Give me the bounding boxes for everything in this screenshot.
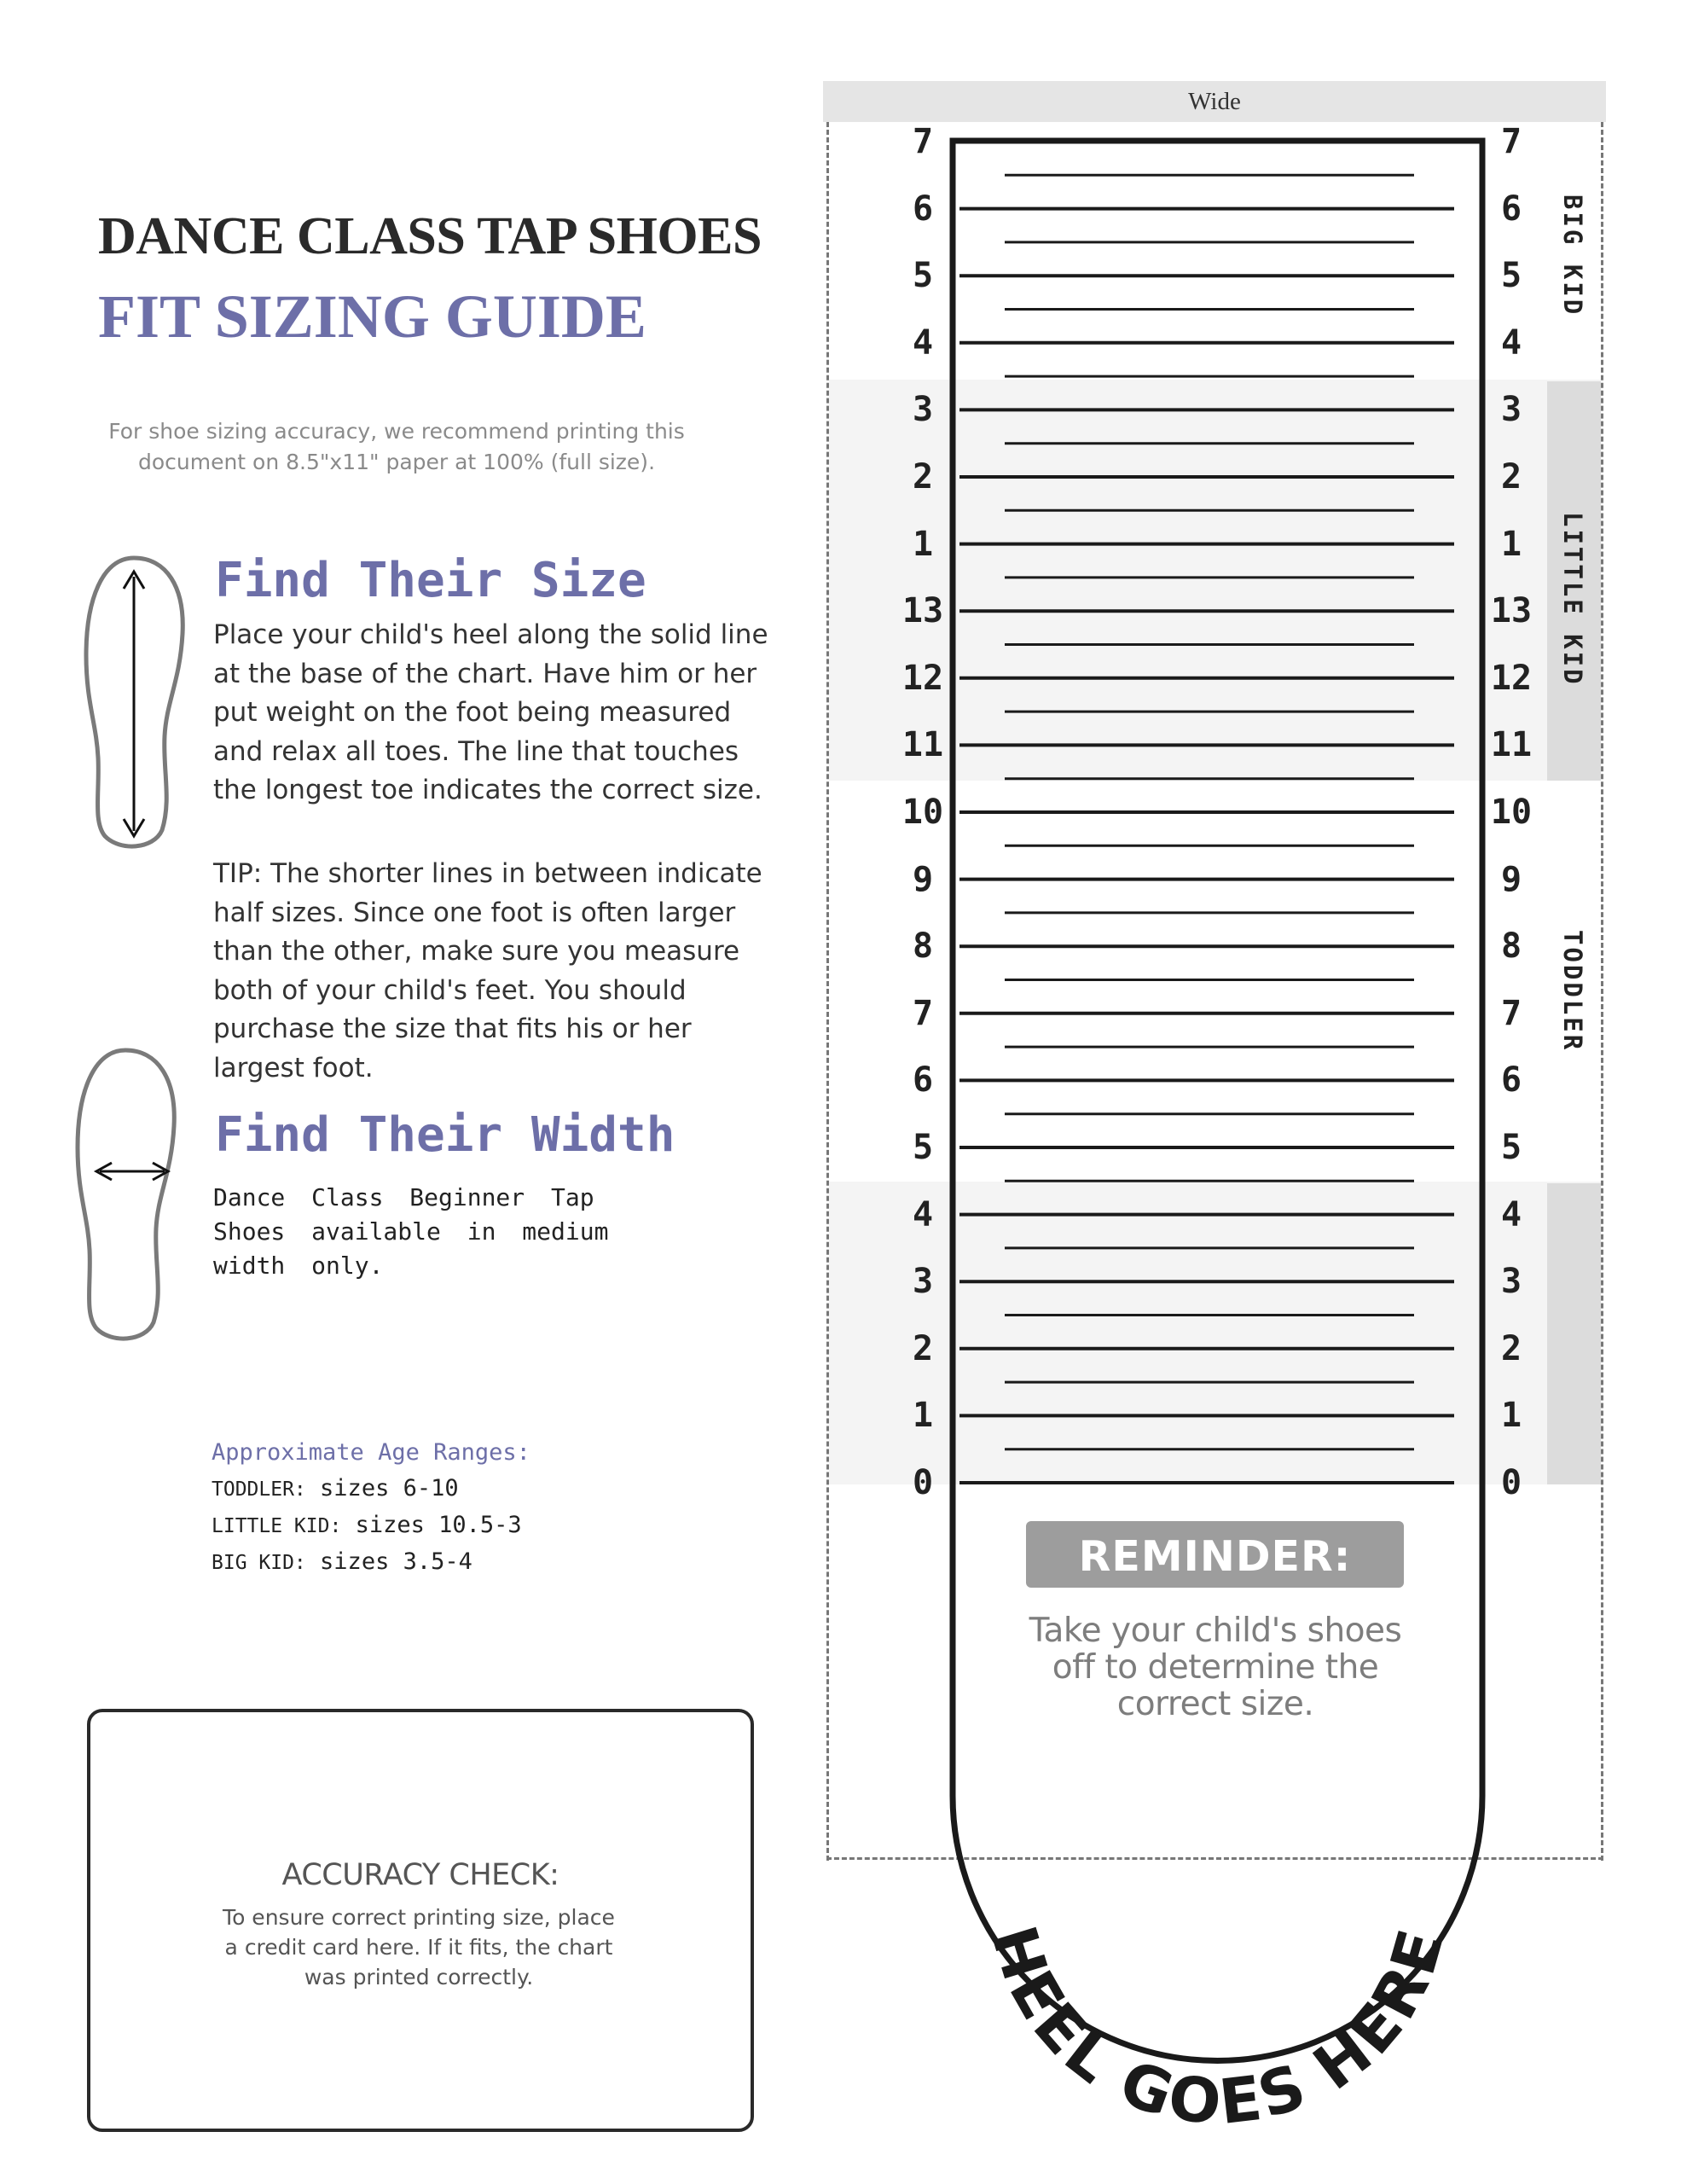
- reminder-label: REMINDER:: [1078, 1532, 1352, 1581]
- accuracy-check-title: ACCURACY CHECK:: [281, 1858, 559, 1892]
- size-number-right: 11: [1490, 725, 1533, 765]
- find-width-text: Dance Class Beginner Tap Shoes available in medium width only.: [213, 1183, 609, 1280]
- size-lines: [959, 175, 1454, 1483]
- size-number-left: 1: [912, 1396, 934, 1436]
- find-size-text: Place your child's heel along the solid line at the base of the chart. Have him or her put weight on the foot being measured and relax all toes. The line that touches the longest toe indicates the correct size.: [213, 619, 768, 805]
- size-number-left: 4: [912, 1194, 934, 1234]
- size-number-left: 5: [912, 256, 934, 296]
- reminder-text: Take your child's shoes off to determine the correct size.: [1029, 1612, 1402, 1723]
- size-number-left: 6: [912, 189, 934, 229]
- size-number-left: 3: [912, 390, 934, 430]
- size-number-right: 8: [1500, 926, 1522, 967]
- title-line-2: FIT SIZING GUIDE: [98, 282, 646, 351]
- size-number-left: 7: [912, 122, 934, 161]
- size-number-left: 8: [912, 926, 934, 967]
- size-number-left: 12: [901, 658, 944, 698]
- size-number-right: 9: [1500, 859, 1522, 899]
- size-number-right: 2: [1500, 1328, 1522, 1368]
- age-range-big-kid: BIG KID: sizes 3.5-4: [212, 1548, 472, 1575]
- size-number-right: 3: [1500, 1262, 1522, 1302]
- size-number-right: 7: [1500, 993, 1522, 1033]
- size-number-left: 5: [912, 1128, 934, 1167]
- size-number-right: 6: [1500, 1060, 1522, 1101]
- size-number-left: 7: [912, 993, 934, 1033]
- size-number-right: 7: [1500, 122, 1522, 161]
- size-number-left: 2: [912, 1328, 934, 1368]
- size-number-left: 10: [901, 793, 944, 832]
- accuracy-check-text: To ensure correct printing size, place a credit card here. If it fits, the chart was printed correctly.: [223, 1905, 615, 1989]
- size-number-right: 12: [1490, 658, 1533, 698]
- print-note: For shoe sizing accuracy, we recommend printing this document on 8.5"x11" paper at 100% (full size).: [108, 419, 685, 474]
- category-toddler: TODDLER: [1558, 930, 1587, 1053]
- size-number-right: 0: [1500, 1463, 1522, 1502]
- size-number-right: 1: [1500, 1396, 1522, 1436]
- size-number-left: 6: [912, 1060, 934, 1101]
- category-big-kid: BIG KID: [1558, 195, 1587, 317]
- find-size-heading: Find Their Size: [215, 553, 646, 608]
- size-number-right: 1: [1500, 524, 1522, 564]
- size-number-right: 6: [1500, 189, 1522, 229]
- size-number-right: 5: [1500, 256, 1522, 296]
- size-number-left: 9: [912, 859, 934, 899]
- size-number-left: 1: [912, 524, 934, 564]
- width-label: Wide: [1188, 88, 1241, 115]
- find-size-tip: TIP: The shorter lines in between indicate half sizes. Since one foot is often larger than the other, make sure you measure both of your child's feet. You should purchase the size that fits his or her largest foot.: [213, 858, 762, 1083]
- age-ranges-title: Approximate Age Ranges:: [212, 1439, 530, 1466]
- size-number-right: 4: [1500, 1194, 1522, 1234]
- category-little-kid: LITTLE KID: [1558, 512, 1587, 687]
- size-number-right: 5: [1500, 1128, 1522, 1167]
- size-number-left: 3: [912, 1262, 934, 1302]
- find-width-heading: Find Their Width: [215, 1107, 675, 1163]
- size-number-right: 10: [1490, 793, 1533, 832]
- shoe-outline: [953, 141, 1482, 2061]
- size-number-left: 0: [912, 1463, 934, 1502]
- age-range-toddler: TODDLER: sizes 6-10: [212, 1475, 459, 1502]
- size-number-left: 13: [901, 591, 944, 631]
- heel-goes-here-text: HEEL GOES HERE: [977, 1918, 1458, 2139]
- size-number-left: 4: [912, 322, 934, 363]
- size-number-left: 11: [901, 725, 944, 765]
- title-line-1: DANCE CLASS TAP SHOES: [98, 207, 762, 265]
- size-number-left: 2: [912, 457, 934, 497]
- size-number-right: 4: [1500, 322, 1522, 363]
- size-number-right: 13: [1490, 591, 1533, 631]
- size-number-right: 3: [1500, 390, 1522, 430]
- age-range-little-kid: LITTLE KID: sizes 10.5-3: [212, 1512, 522, 1538]
- size-number-right: 2: [1500, 457, 1522, 497]
